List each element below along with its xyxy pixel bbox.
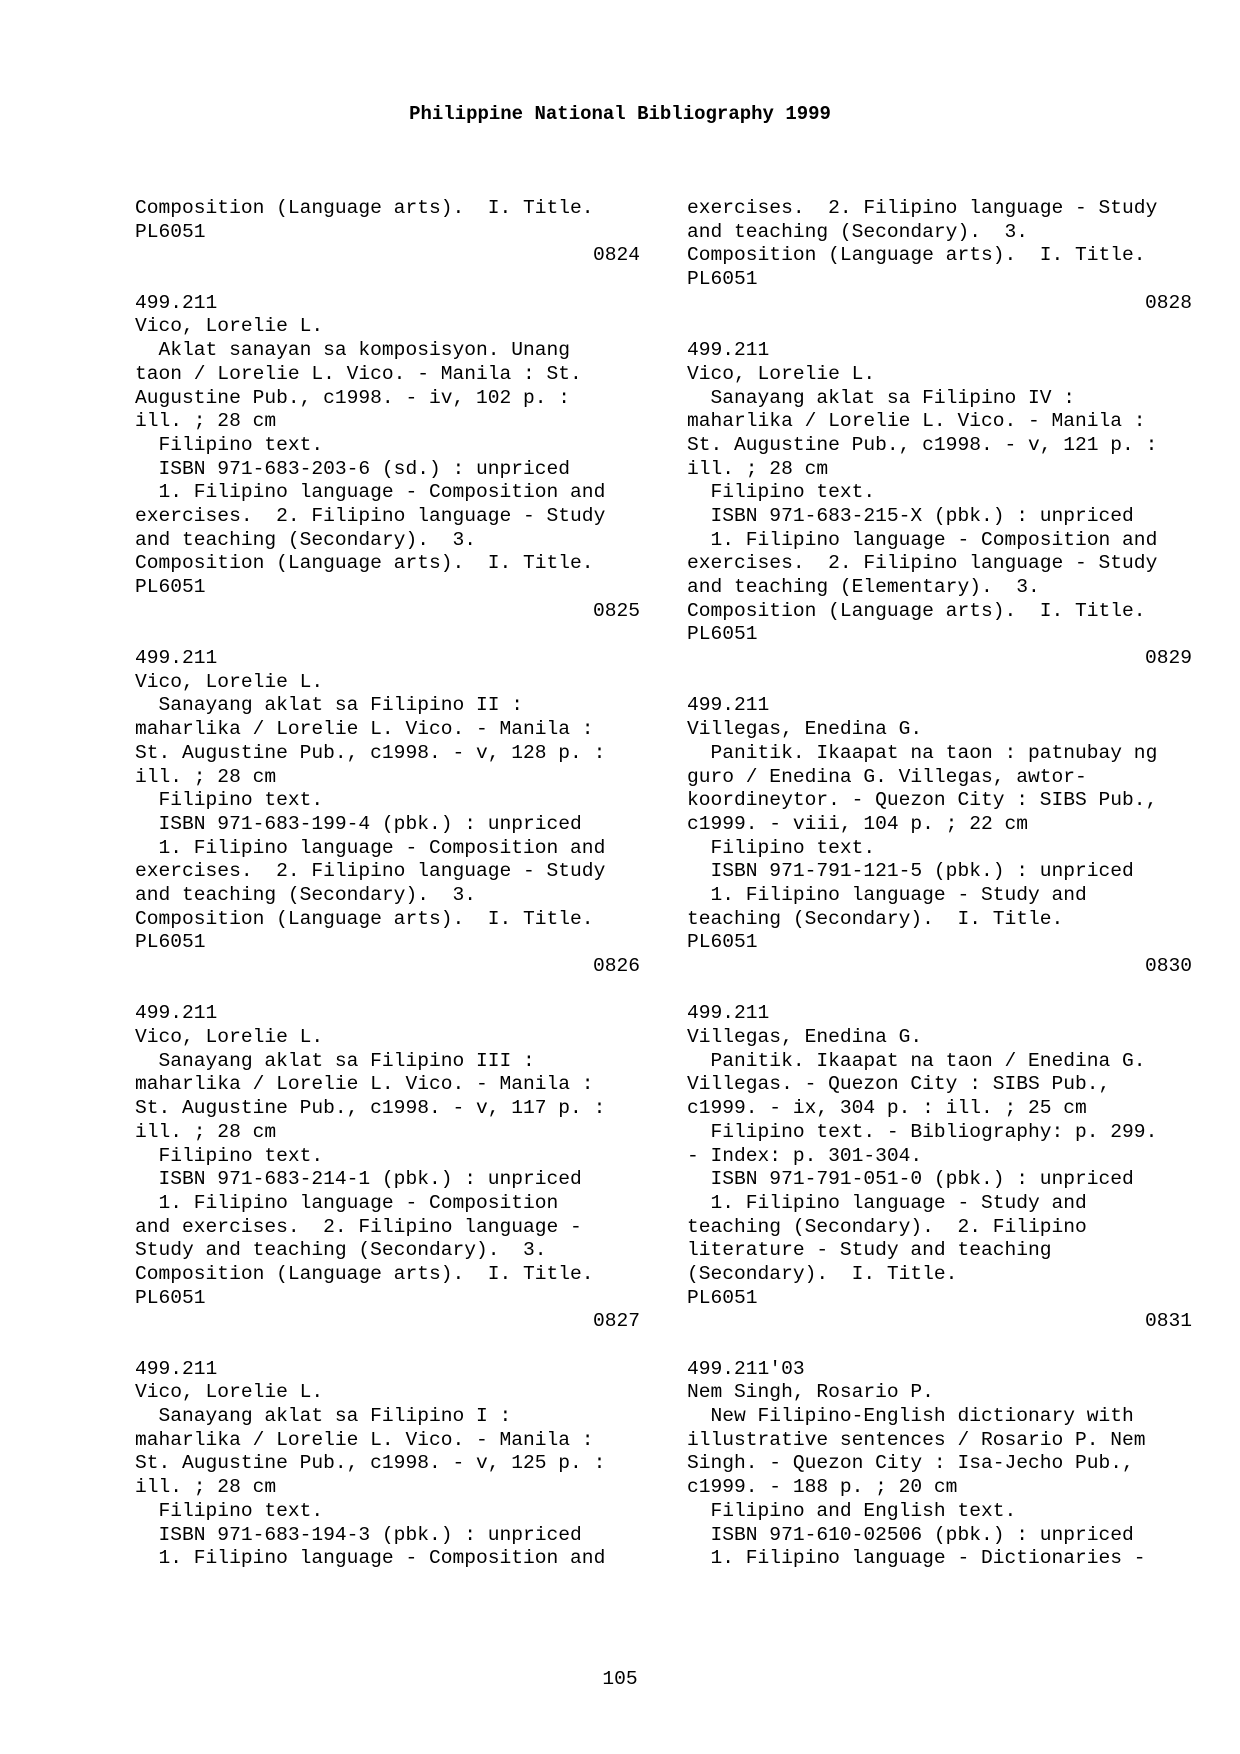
- entry-line: 1. Filipino language - Composition and: [135, 1547, 606, 1570]
- left-column: [135, 197, 640, 1571]
- entry-line: Filipino text.: [135, 1499, 324, 1522]
- entry-line: and teaching (Secondary). 3.: [687, 220, 1028, 243]
- entry-line: New Filipino-English dictionary with: [687, 1405, 1134, 1428]
- entry-line: exercises. 2. Filipino language - Study: [687, 552, 1158, 575]
- entry-line: PL6051: [687, 931, 758, 954]
- entry-line: 1. Filipino language - Composition and: [135, 481, 606, 504]
- entry-line: 499.211: [135, 1357, 218, 1380]
- entry-line: Sanayang aklat sa Filipino III :: [135, 1049, 535, 1072]
- entry-line: (Secondary). I. Title.: [687, 1262, 958, 1285]
- entry-line: 1. Filipino language - Composition: [135, 1191, 559, 1214]
- entry-line: Villegas, Enedina G.: [687, 1026, 923, 1049]
- entry-line: Filipino text.: [687, 481, 876, 504]
- entry-number: 0827: [592, 1310, 640, 1333]
- entry-line: 1. Filipino language - Study and: [687, 1191, 1087, 1214]
- entry-line: Composition (Language arts). I. Title.: [135, 552, 594, 575]
- entry-spacer: [135, 979, 640, 1003]
- entry-line: PL6051: [135, 1286, 206, 1309]
- entry-line: Vico, Lorelie L.: [135, 1026, 324, 1049]
- page-title: Philippine National Bibliography 1999: [409, 103, 831, 125]
- entry-line: Composition (Language arts). I. Title.: [135, 197, 594, 219]
- entry-line: Composition (Language arts). I. Title.: [687, 599, 1146, 622]
- entry-spacer: [687, 1334, 1192, 1358]
- entry-line: exercises. 2. Filipino language - Study: [687, 197, 1158, 219]
- entry-line: ISBN 971-791-121-5 (pbk.) : unpriced: [687, 860, 1134, 883]
- entry-line: maharlika / Lorelie L. Vico. - Manila :: [135, 1073, 594, 1096]
- right-column: [687, 197, 1192, 1571]
- page-number: 105: [602, 1668, 638, 1690]
- entry-line: 499.211: [687, 339, 770, 362]
- entry-line: taon / Lorelie L. Vico. - Manila : St.: [135, 362, 582, 385]
- entry-spacer: [135, 1334, 640, 1358]
- entry-line: teaching (Secondary). I. Title.: [687, 907, 1064, 930]
- entry-line: Sanayang aklat sa Filipino II :: [135, 694, 524, 717]
- entry-line: Filipino text.: [135, 433, 324, 456]
- entry-line: exercises. 2. Filipino language - Study: [135, 504, 606, 527]
- entry-line: and teaching (Secondary). 3.: [135, 528, 476, 551]
- entry-line: St. Augustine Pub., c1998. - v, 117 p. :: [135, 1097, 606, 1120]
- entry-line: ISBN 971-610-02506 (pbk.) : unpriced: [687, 1523, 1134, 1546]
- entry-line: ill. ; 28 cm: [135, 765, 277, 788]
- entry-line: 1. Filipino language - Composition and: [135, 836, 606, 859]
- entry-line: Vico, Lorelie L.: [687, 362, 876, 385]
- entry-line: Sanayang aklat sa Filipino I :: [135, 1405, 512, 1428]
- entry-line: Vico, Lorelie L.: [135, 670, 324, 693]
- entry-line: maharlika / Lorelie L. Vico. - Manila :: [687, 410, 1146, 433]
- entry-line: 499.211: [135, 1002, 218, 1025]
- entry-line: 499.211: [135, 647, 218, 670]
- entry-line: ill. ; 28 cm: [135, 1476, 277, 1499]
- entry-line: Augustine Pub., c1998. - iv, 102 p. :: [135, 386, 571, 409]
- entry-line: - Index: p. 301-304.: [687, 1144, 923, 1167]
- entry-number: 0826: [592, 955, 640, 977]
- entry-line: Composition (Language arts). I. Title.: [135, 1262, 594, 1285]
- entry-line: c1999. - 188 p. ; 20 cm: [687, 1476, 958, 1499]
- entry-line: ISBN 971-683-199-4 (pbk.) : unpriced: [135, 812, 582, 835]
- entry-line: 499.211'03: [687, 1357, 805, 1380]
- entry-line: ill. ; 28 cm: [687, 457, 829, 480]
- entry-line: ISBN 971-791-051-0 (pbk.) : unpriced: [687, 1168, 1134, 1191]
- entry-number: 0829: [1144, 647, 1192, 670]
- entry-line: PL6051: [687, 623, 758, 646]
- entry-line: Vico, Lorelie L.: [135, 1381, 324, 1404]
- entry-line: exercises. 2. Filipino language - Study: [135, 860, 606, 883]
- entry-spacer: [687, 315, 1192, 339]
- entry-line: Filipino text.: [687, 836, 876, 859]
- entry-number: 0824: [592, 244, 640, 267]
- entry-line: c1999. - ix, 304 p. : ill. ; 25 cm: [687, 1097, 1087, 1120]
- entry-line: 1. Filipino language - Composition and: [687, 528, 1158, 551]
- entry-line: Villegas. - Quezon City : SIBS Pub.,: [687, 1073, 1111, 1096]
- entry-line: Composition (Language arts). I. Title.: [687, 244, 1146, 267]
- entry-line: and teaching (Secondary). 3.: [135, 883, 476, 906]
- entry-line: koordineytor. - Quezon City : SIBS Pub.,: [687, 789, 1158, 812]
- entry-line: Villegas, Enedina G.: [687, 718, 923, 741]
- entry-line: 1. Filipino language - Dictionaries -: [687, 1547, 1146, 1570]
- entry-line: ill. ; 28 cm: [135, 410, 277, 433]
- entry-line: Panitik. Ikaapat na taon : patnubay ng: [687, 741, 1158, 764]
- entry-line: maharlika / Lorelie L. Vico. - Manila :: [135, 718, 594, 741]
- entry-line: Nem Singh, Rosario P.: [687, 1381, 934, 1404]
- entry-spacer: [135, 268, 640, 292]
- entry-line: St. Augustine Pub., c1998. - v, 125 p. :: [135, 1452, 606, 1475]
- entry-line: PL6051: [687, 268, 758, 291]
- entry-line: PL6051: [687, 1286, 758, 1309]
- entry-line: Filipino and English text.: [687, 1499, 1017, 1522]
- entry-line: ISBN 971-683-215-X (pbk.) : unpriced: [687, 504, 1134, 527]
- entry-line: PL6051: [135, 576, 206, 598]
- entry-line: Sanayang aklat sa Filipino IV :: [687, 386, 1076, 409]
- entry-line: Study and teaching (Secondary). 3.: [135, 1239, 547, 1262]
- entry-line: teaching (Secondary). 2. Filipino: [687, 1215, 1087, 1238]
- entry-line: Filipino text.: [135, 1144, 324, 1167]
- entry-line: maharlika / Lorelie L. Vico. - Manila :: [135, 1428, 594, 1451]
- entry-line: Composition (Language arts). I. Title.: [135, 907, 594, 930]
- entry-line: guro / Enedina G. Villegas, awtor-: [687, 765, 1087, 788]
- entry-spacer: [687, 671, 1192, 695]
- entry-line: 499.211: [687, 1002, 770, 1025]
- entry-line: Vico, Lorelie L.: [135, 315, 324, 338]
- entry-line: ISBN 971-683-194-3 (pbk.) : unpriced: [135, 1523, 582, 1546]
- entry-line: c1999. - viii, 104 p. ; 22 cm: [687, 812, 1028, 835]
- entry-line: Singh. - Quezon City : Isa-Jecho Pub.,: [687, 1452, 1134, 1475]
- entry-spacer: [135, 623, 640, 647]
- entry-line: Filipino text. - Bibliography: p. 299.: [687, 1120, 1158, 1143]
- entry-line: and teaching (Elementary). 3.: [687, 576, 1040, 598]
- entry-number: 0825: [592, 599, 640, 622]
- entry-line: literature - Study and teaching: [687, 1239, 1052, 1262]
- entry-line: PL6051: [135, 931, 206, 954]
- entry-number: 0830: [1144, 955, 1192, 977]
- entry-number: 0831: [1144, 1310, 1192, 1333]
- entry-line: 499.211: [687, 694, 770, 717]
- entry-line: Filipino text.: [135, 789, 324, 812]
- entry-line: PL6051: [135, 220, 206, 243]
- entry-spacer: [687, 979, 1192, 1003]
- entry-line: Aklat sanayan sa komposisyon. Unang: [135, 339, 571, 362]
- entry-line: St. Augustine Pub., c1998. - v, 121 p. :: [687, 433, 1158, 456]
- entry-line: 499.211: [135, 291, 218, 314]
- entry-number: 0828: [1144, 291, 1192, 314]
- entry-line: and exercises. 2. Filipino language -: [135, 1215, 582, 1238]
- entry-line: ISBN 971-683-203-6 (sd.) : unpriced: [135, 457, 571, 480]
- entry-line: 1. Filipino language - Study and: [687, 883, 1087, 906]
- entry-line: St. Augustine Pub., c1998. - v, 128 p. :: [135, 741, 606, 764]
- entry-line: ill. ; 28 cm: [135, 1120, 277, 1143]
- entry-line: Panitik. Ikaapat na taon / Enedina G.: [687, 1049, 1146, 1072]
- entry-line: ISBN 971-683-214-1 (pbk.) : unpriced: [135, 1168, 582, 1191]
- entry-line: illustrative sentences / Rosario P. Nem: [687, 1428, 1146, 1451]
